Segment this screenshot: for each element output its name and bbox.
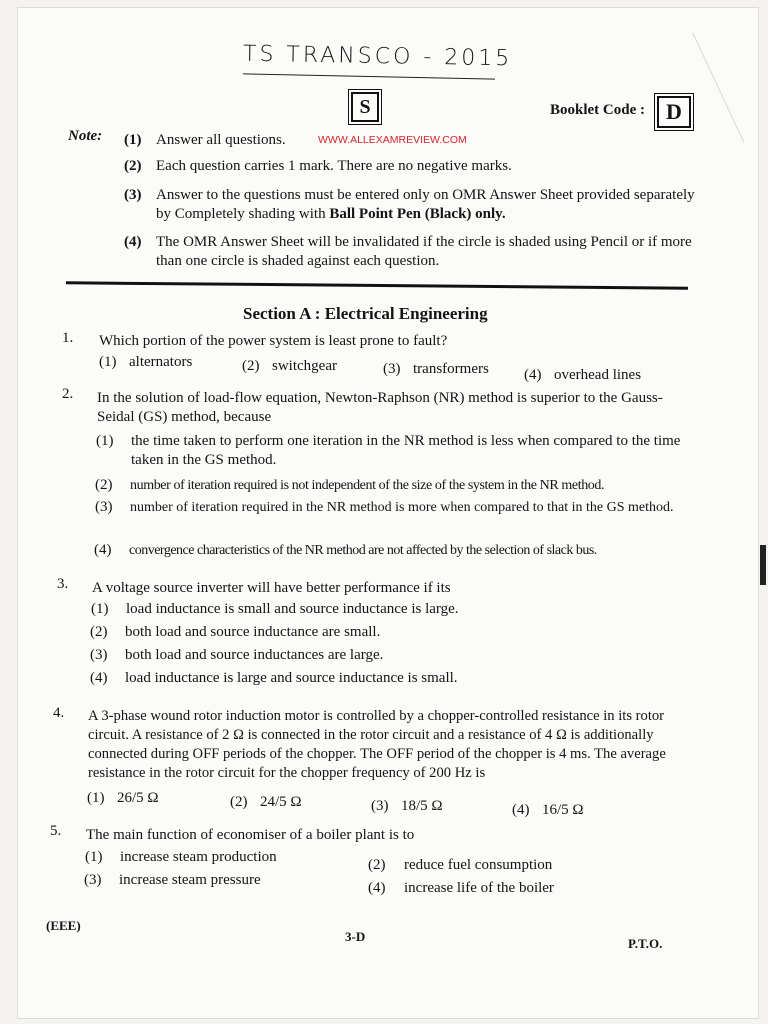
option-text: 26/5 Ω xyxy=(117,790,159,806)
note-text: Each question carries 1 mark. There are no negative marks. xyxy=(156,158,512,174)
option xyxy=(95,498,685,538)
option xyxy=(368,879,554,898)
note-number: (3) xyxy=(124,187,142,203)
option-text: load inductance is large and source inductance is small. xyxy=(125,670,458,686)
option-number: (4) xyxy=(524,367,542,383)
option xyxy=(95,476,685,496)
option-number: (1) xyxy=(85,849,103,865)
question-number: 2. xyxy=(62,386,74,402)
note-text-part: Answer to the questions must be entered only on OMR Answer Sheet provided separately by Completely shading with xyxy=(156,187,695,222)
page-number: 3-D xyxy=(345,929,366,944)
option-text: both load and source inductance are small. xyxy=(125,624,381,640)
series-code-box: S xyxy=(351,92,379,122)
option-number: (4) xyxy=(94,542,112,558)
option-number: (2) xyxy=(90,624,108,640)
note-text-bold: Ball Point Pen (Black) only. xyxy=(329,206,506,222)
option xyxy=(87,789,159,808)
option-text: overhead lines xyxy=(554,367,642,383)
note-number: (2) xyxy=(124,158,142,174)
option-number: (4) xyxy=(512,802,530,818)
option-number: (2) xyxy=(95,477,113,493)
option xyxy=(85,848,277,867)
option xyxy=(242,357,337,376)
option-text: reduce fuel consumption xyxy=(404,857,553,873)
note-number: (4) xyxy=(124,234,142,250)
note-label: Note: xyxy=(68,128,103,144)
option xyxy=(230,793,302,812)
question-text: A voltage source inverter will have better performance if its xyxy=(92,580,451,596)
option-number: (2) xyxy=(368,857,386,873)
question-number: 3. xyxy=(57,576,69,592)
option-number: (3) xyxy=(84,872,102,888)
option xyxy=(90,669,590,689)
option-text: increase life of the boiler xyxy=(404,880,554,896)
option xyxy=(90,623,590,643)
question-text: In the solution of load-flow equation, Newton-Raphson (NR) method is superior to the Gauss-Seidal (GS) method, because xyxy=(97,390,663,425)
option-text: both load and source inductances are large. xyxy=(125,647,384,663)
option-text: load inductance is small and source inductance is large. xyxy=(126,601,459,617)
handwritten-title: TS TRANSCO - 2015 xyxy=(242,41,513,72)
question-number: 4. xyxy=(53,705,65,721)
option-number: (3) xyxy=(90,647,108,663)
question-number: 5. xyxy=(50,823,62,839)
question-text: Which portion of the power system is least prone to fault? xyxy=(99,333,448,349)
note-text xyxy=(156,186,696,224)
option-text: 24/5 Ω xyxy=(260,794,302,810)
scan-artifact xyxy=(760,545,766,585)
option-number: (4) xyxy=(90,670,108,686)
option-number: (1) xyxy=(87,790,105,806)
question-number: 1. xyxy=(62,330,74,346)
option-text: 16/5 Ω xyxy=(542,802,584,818)
section-title: Section A : Electrical Engineering xyxy=(243,304,488,323)
option-text: transformers xyxy=(413,361,489,377)
option-text: switchgear xyxy=(272,358,337,374)
option-text: increase steam production xyxy=(120,849,277,865)
option xyxy=(368,856,552,875)
option xyxy=(371,797,443,816)
option-number: (2) xyxy=(242,358,260,374)
option xyxy=(90,646,590,666)
scan-artifact xyxy=(692,33,768,143)
option-text: number of iteration required is not independent of the size of the system in the NR method. xyxy=(130,478,605,493)
option xyxy=(524,366,641,385)
option-number: (1) xyxy=(99,354,117,370)
option-number: (2) xyxy=(230,794,248,810)
question-text: A 3-phase wound rotor induction motor is controlled by a chopper-controlled resistance in its rotor circuit. A resistance of 2 Ω is connected in the rotor circuit and a resistance of 4 Ω is additionally connected during OFF periods of the chopper. The OFF period of the chopper is 4 ms. The average resistance in the rotor circuit for the chopper frequency of 200 Hz is xyxy=(88,708,666,781)
question-text: The main function of economiser of a boiler plant is to xyxy=(86,827,415,843)
option-text: increase steam pressure xyxy=(119,872,261,888)
option xyxy=(512,801,584,820)
option-number: (1) xyxy=(96,433,114,449)
option xyxy=(99,353,192,372)
pto-label: P.T.O. xyxy=(628,936,663,951)
option-text: alternators xyxy=(129,354,193,370)
option-number: (3) xyxy=(371,798,389,814)
option-text: number of iteration required in the NR method is more when compared to that in the GS method. xyxy=(130,500,674,515)
option xyxy=(96,432,686,472)
option xyxy=(94,541,684,561)
booklet-code-label: Booklet Code : xyxy=(550,102,645,118)
note-text: Answer all questions. xyxy=(156,132,286,148)
option xyxy=(383,360,489,379)
subject-code: (EEE) xyxy=(46,918,81,933)
option-text: the time taken to perform one iteration in the NR method is less when compared to the time taken in the GS method. xyxy=(131,433,681,468)
option xyxy=(84,871,261,890)
option-number: (1) xyxy=(91,601,109,617)
option-number: (3) xyxy=(383,361,401,377)
watermark-link[interactable]: WWW.ALLEXAMREVIEW.COM xyxy=(318,134,467,146)
note-number: (1) xyxy=(124,132,142,148)
option xyxy=(91,600,591,620)
option-text: convergence characteristics of the NR method are not affected by the selection of slack bus. xyxy=(129,543,597,558)
option-number: (3) xyxy=(95,499,113,515)
note-text: The OMR Answer Sheet will be invalidated if the circle is shaded using Pencil or if more than one circle is shaded against each question. xyxy=(156,234,692,269)
option-number: (4) xyxy=(368,880,386,896)
option-text: 18/5 Ω xyxy=(401,798,443,814)
booklet-code-box: D xyxy=(657,96,691,128)
